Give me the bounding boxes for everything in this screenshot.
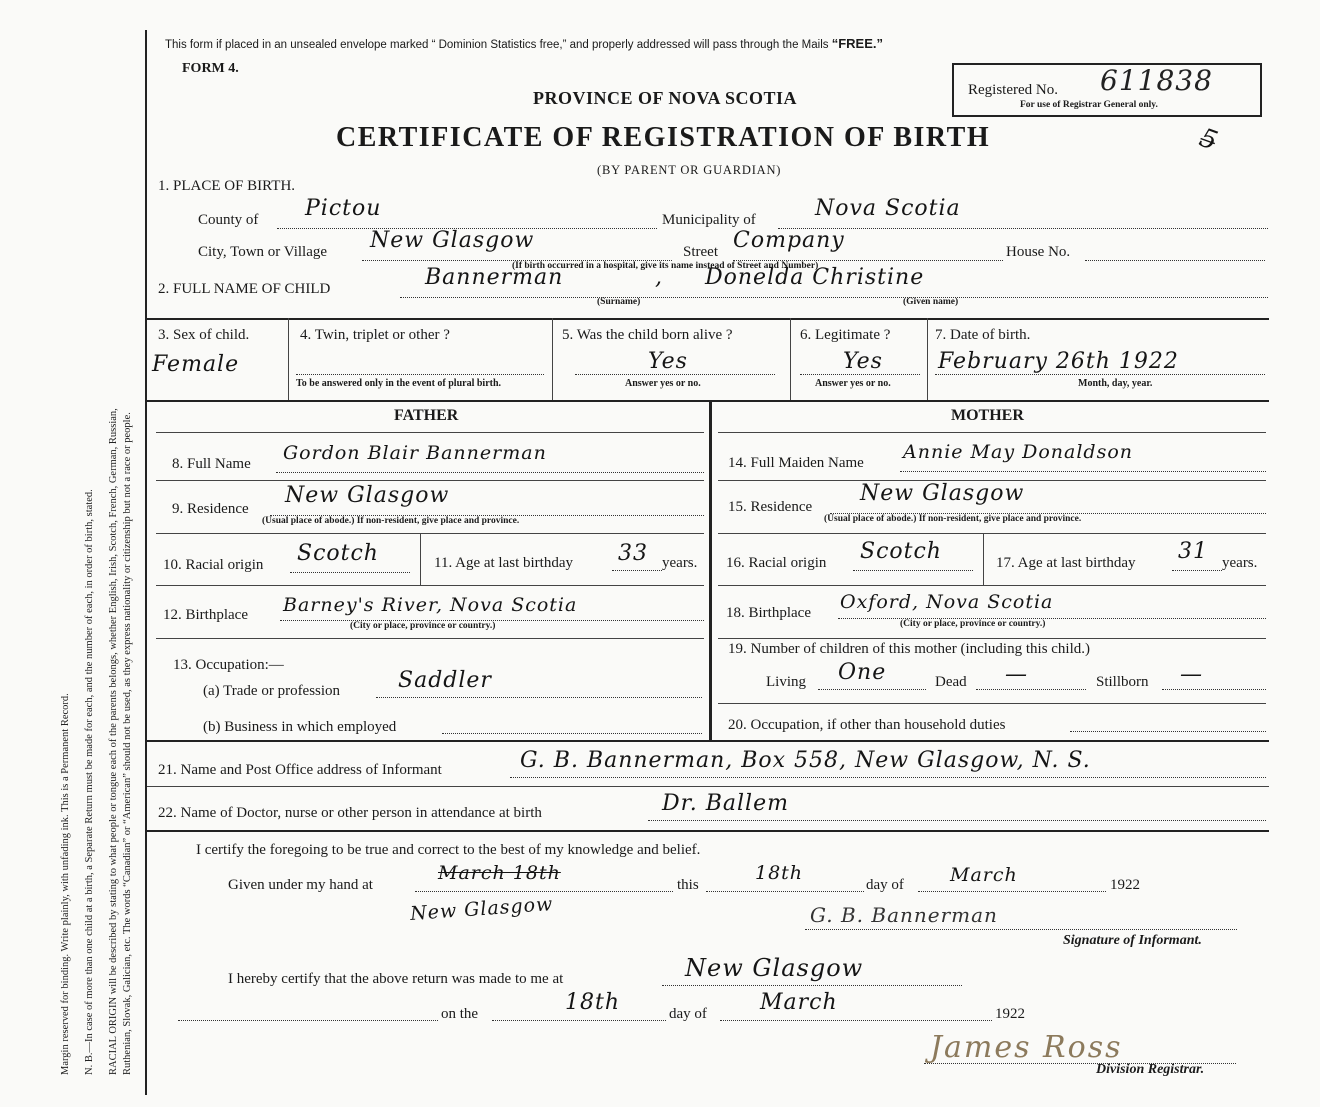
business-line: [442, 733, 702, 734]
mother-occupation-label: 20. Occupation, if other than household duties: [728, 717, 1006, 733]
mother-race-line: [853, 570, 973, 571]
father-birthplace-note: (City or place, province or country.): [350, 621, 496, 631]
legitimate-note: Answer yes or no.: [815, 378, 891, 389]
mother-rule-6: [718, 703, 1266, 704]
province-heading: PROVINCE OF NOVA SCOTIA: [533, 88, 798, 108]
father-race-label: 10. Racial origin: [163, 557, 264, 573]
house-line: [1085, 260, 1265, 261]
sex-value: Female: [152, 352, 240, 377]
dead-value: —: [1005, 662, 1028, 687]
rule-informant-mid: [147, 786, 1269, 787]
onthe-lead-line: [178, 1020, 438, 1021]
rule-child-top: [147, 318, 1269, 320]
trade-line: [376, 697, 702, 698]
dead-label: Dead: [935, 674, 967, 690]
father-rule-2: [156, 480, 704, 481]
child-name-line: [400, 297, 1268, 298]
dob-line: [935, 374, 1265, 375]
municipality-line: [778, 228, 1268, 229]
father-race-value: Scotch: [297, 541, 379, 566]
city-value: New Glasgow: [370, 228, 535, 253]
sex-label: 3. Sex of child.: [158, 327, 250, 343]
margin-binding-note: Margin reserved for binding. Write plainly, with unfading ink. This is a Permanent Record.: [60, 693, 71, 1075]
father-age-value: 33: [618, 541, 648, 566]
father-residence-label: 9. Residence: [172, 501, 249, 517]
return-line: [662, 985, 962, 986]
registered-note: For use of Registrar General only.: [1020, 100, 1158, 110]
father-rule-4: [156, 585, 704, 586]
rule-informant-top: [147, 740, 1269, 742]
rule-child-bottom: [147, 400, 1269, 402]
house-label: House No.: [1006, 244, 1071, 260]
given-label: Given under my hand at: [228, 877, 373, 893]
mother-age-value: 31: [1178, 539, 1208, 564]
mother-rule-5: [718, 638, 1266, 639]
father-heading: FATHER: [394, 407, 459, 424]
this-line: [706, 891, 864, 892]
trade-label: (a) Trade or profession: [203, 683, 341, 699]
stillborn-label: Stillborn: [1096, 674, 1149, 690]
mother-residence-note: (Usual place of abode.) If non-resident, give place and province.: [824, 514, 1082, 524]
informant-signature: G. B. Bannerman: [810, 903, 998, 927]
legitimate-line: [800, 374, 920, 375]
informant-line: [510, 777, 1266, 778]
father-age-label: 11. Age at last birthday: [434, 555, 573, 571]
legitimate-label: 6. Legitimate ?: [800, 327, 891, 343]
mother-age-unit: years.: [1222, 555, 1258, 571]
mail-notice: This form if placed in an unsealed envelope marked “ Dominion Statistics free,” and properly addressed will pass through the Mails “FREE.”: [165, 36, 883, 51]
certificate-subtitle: (BY PARENT OR GUARDIAN): [597, 163, 782, 177]
margin-rule: [145, 30, 147, 1095]
mother-age-divider: [983, 533, 984, 585]
mother-age-label: 17. Age at last birthday: [996, 555, 1136, 571]
mother-birthplace-note: (City or place, province or country.): [900, 619, 1046, 629]
mother-race-label: 16. Racial origin: [726, 555, 827, 571]
rule-doctor-bottom: [147, 830, 1269, 832]
county-value: Pictou: [305, 196, 382, 221]
mother-name-label: 14. Full Maiden Name: [728, 455, 864, 471]
business-label: (b) Business in which employed: [203, 719, 397, 735]
dayof-label: day of: [866, 877, 904, 893]
mother-name-value: Annie May Donaldson: [903, 441, 1134, 463]
corner-mark: 5̶: [1195, 122, 1223, 158]
dayof2-line: [720, 1020, 992, 1021]
street-label: Street: [683, 244, 718, 260]
year2-value: 1922: [995, 1006, 1025, 1022]
col-rule-4: [927, 318, 928, 400]
margin-nb-note: N. B.—In case of more than one child at a birth, a Separate Return must be made for each, and the number of each, in order of birth, stated.: [84, 489, 95, 1075]
this-value: 18th: [755, 862, 804, 884]
father-name-value: Gordon Blair Bannerman: [283, 442, 547, 464]
form-number: FORM 4.: [182, 61, 239, 76]
father-birthplace-label: 12. Birthplace: [163, 607, 248, 623]
child-surname: Bannerman: [425, 265, 564, 290]
dob-note: Month, day, year.: [1078, 378, 1153, 389]
twin-line: [296, 374, 544, 375]
legitimate-value: Yes: [843, 349, 883, 374]
mother-heading: MOTHER: [951, 407, 1024, 424]
alive-value: Yes: [648, 349, 688, 374]
mother-rule-3: [718, 533, 1266, 534]
informant-signature-line: [805, 929, 1237, 930]
stillborn-value: —: [1180, 662, 1203, 687]
county-label: County of: [198, 212, 259, 228]
alive-label: 5. Was the child born alive ?: [562, 327, 733, 343]
father-rule-3: [156, 533, 704, 534]
certificate-title: CERTIFICATE OF REGISTRATION OF BIRTH: [336, 122, 991, 153]
father-race-line: [290, 572, 410, 573]
twin-label: 4. Twin, triplet or other ?: [300, 327, 450, 343]
living-line: [818, 689, 926, 690]
mother-rule-1: [718, 432, 1266, 433]
margin-racial-note-2: Ruthenian, Slovak, Galician, etc. The words “Canadian” or “American” should not be used, as they express nationality or citizenship but not a race or people.: [122, 412, 133, 1075]
living-value: One: [838, 660, 887, 685]
given-value: March 18th: [438, 862, 561, 884]
return-value: New Glasgow: [685, 954, 864, 982]
dayof-value: March: [950, 864, 1018, 886]
mother-birthplace-value: Oxford, Nova Scotia: [840, 591, 1054, 613]
father-rule-5: [156, 638, 704, 639]
doctor-line: [648, 820, 1266, 821]
children-count-label: 19. Number of children of this mother (including this child.): [728, 641, 1091, 657]
child-given-name: Donelda Christine: [705, 265, 925, 290]
onthe-line: [492, 1020, 666, 1021]
father-name-line: [276, 472, 704, 473]
trade-value: Saddler: [398, 668, 492, 693]
surname-caption: (Surname): [597, 297, 641, 307]
mother-name-line: [900, 471, 1266, 472]
onthe-label: on the: [441, 1006, 479, 1022]
father-birthplace-value: Barney's River, Nova Scotia: [283, 594, 578, 616]
this-label: this: [677, 877, 699, 893]
dayof2-label: day of: [669, 1006, 707, 1022]
parents-divider: [709, 400, 712, 740]
twin-note: To be answered only in the event of plural birth.: [296, 378, 502, 389]
dob-label: 7. Date of birth.: [935, 327, 1031, 343]
registered-number: 611838: [1100, 64, 1213, 97]
registrar-signature: James Ross: [930, 1030, 1123, 1065]
doctor-label: 22. Name of Doctor, nurse or other person in attendance at birth: [158, 805, 542, 821]
mother-rule-4: [718, 585, 1266, 586]
mother-occupation-line: [1070, 731, 1266, 732]
father-age-unit: years.: [662, 555, 698, 571]
year-value: 1922: [1110, 877, 1140, 893]
hospital-note: (If birth occurred in a hospital, give its name instead of Street and Number): [512, 261, 819, 271]
margin-racial-note: RACIAL ORIGIN will be described by stating to what people or tongue each of the parents belongs, whether English, Irish, Scotch, French, German, Russian,: [108, 408, 119, 1075]
given-name-caption: (Given name): [903, 297, 959, 307]
place-heading: 1. PLACE OF BIRTH.: [158, 178, 296, 194]
informant-label: 21. Name and Post Office address of Informant: [158, 762, 442, 778]
given-place-value: New Glasgow: [409, 893, 554, 925]
alive-note: Answer yes or no.: [625, 378, 701, 389]
father-occupation-label: 13. Occupation:—: [173, 657, 284, 673]
father-age-line: [612, 570, 662, 571]
child-name-comma: ,: [655, 265, 663, 290]
father-age-divider: [420, 533, 421, 585]
certify-statement: I certify the foregoing to be true and correct to the best of my knowledge and belief.: [196, 842, 701, 858]
father-rule-1: [156, 432, 704, 433]
father-name-label: 8. Full Name: [172, 456, 251, 472]
return-label: I hereby certify that the above return was made to me at: [228, 971, 564, 987]
dayof-line: [918, 891, 1106, 892]
street-value: Company: [733, 228, 845, 253]
dob-value: February 26th 1922: [938, 349, 1179, 374]
alive-line: [575, 374, 775, 375]
mother-age-line: [1172, 570, 1222, 571]
col-rule-2: [552, 318, 553, 400]
living-label: Living: [766, 674, 806, 690]
dayof2-value: March: [760, 990, 838, 1015]
city-label: City, Town or Village: [198, 244, 328, 260]
given-line: [415, 891, 673, 892]
child-name-label: 2. FULL NAME OF CHILD: [158, 281, 331, 297]
registered-label: Registered No.: [968, 82, 1058, 98]
stillborn-line: [1162, 689, 1266, 690]
mother-birthplace-label: 18. Birthplace: [726, 605, 811, 621]
registrar-label: Division Registrar.: [1096, 1062, 1205, 1077]
onthe-value: 18th: [565, 990, 621, 1015]
col-rule-1: [288, 318, 289, 400]
mother-residence-value: New Glasgow: [860, 481, 1025, 506]
mother-race-value: Scotch: [860, 539, 942, 564]
father-residence-value: New Glasgow: [285, 483, 450, 508]
municipality-label: Municipality of: [662, 212, 756, 228]
dead-line: [976, 689, 1086, 690]
municipality-value: Nova Scotia: [815, 196, 961, 221]
father-residence-note: (Usual place of abode.) If non-resident, give place and province.: [262, 516, 520, 526]
doctor-value: Dr. Ballem: [662, 791, 789, 816]
col-rule-3: [790, 318, 791, 400]
mother-residence-label: 15. Residence: [728, 499, 813, 515]
informant-signature-label: Signature of Informant.: [1063, 933, 1202, 948]
informant-value: G. B. Bannerman, Box 558, New Glasgow, N. S.: [520, 748, 1091, 773]
